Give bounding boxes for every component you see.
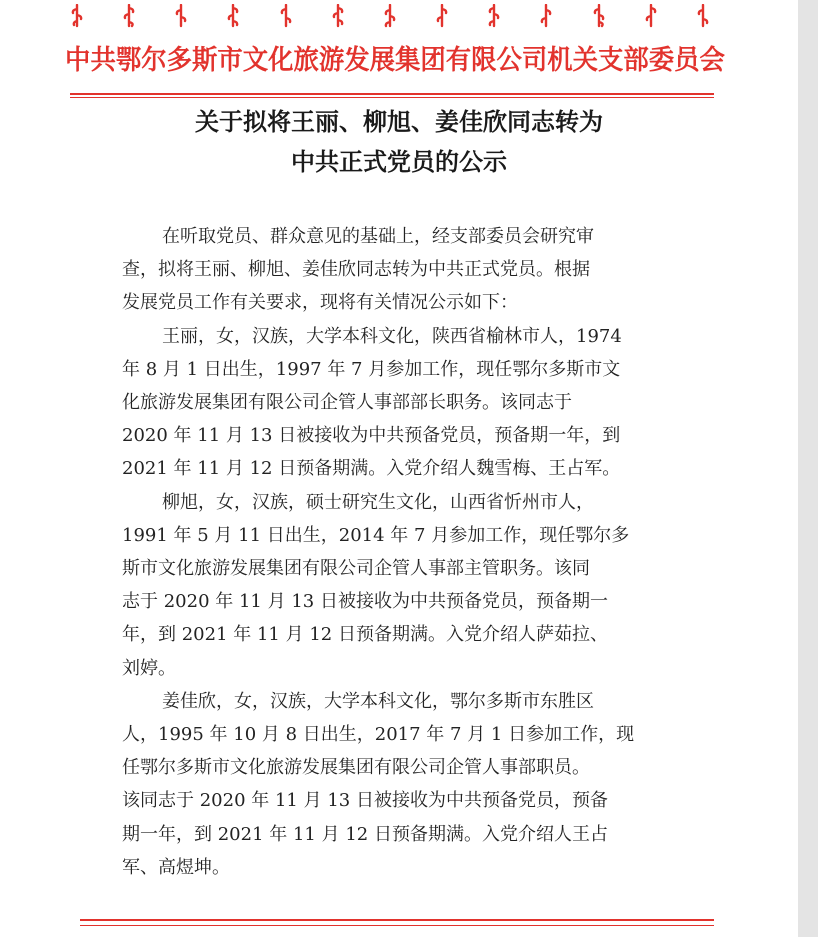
text-line: 年 8 月 1 日出生，1997 年 7 月参加工作，现任鄂尔多斯市文	[122, 358, 621, 380]
footer-divider-thin	[80, 925, 714, 926]
text-line: 任鄂尔多斯市文化旅游发展集团有限公司企管人事部职员。	[122, 757, 590, 779]
mongolian-script-mark	[279, 4, 293, 28]
mongolian-script-mark	[487, 4, 501, 28]
viewer-scrollbar-track[interactable]	[798, 0, 818, 937]
text-line: 刘婷。	[122, 657, 176, 679]
header-divider-thin	[70, 97, 714, 98]
paragraph-liu-xu	[122, 486, 682, 685]
mongolian-script-header	[70, 4, 710, 30]
organization-name: 中共鄂尔多斯市文化旅游发展集团有限公司机关支部委员会	[65, 45, 725, 76]
text-line: 化旅游发展集团有限公司企管人事部部长职务。该同志于	[122, 392, 572, 414]
title-line-1: 关于拟将王丽、柳旭、姜佳欣同志转为	[195, 107, 603, 136]
mongolian-script-mark	[644, 4, 658, 28]
mongolian-script-mark	[592, 4, 606, 28]
paragraph-jiang-jiaxin	[122, 685, 682, 884]
paragraph-intro	[122, 220, 682, 320]
mongolian-script-mark	[226, 4, 240, 28]
text-line: 在听取党员、群众意见的基础上，经支部委员会研究审	[162, 226, 594, 247]
mongolian-script-mark	[174, 4, 188, 28]
text-line: 查，拟将王丽、柳旭、姜佳欣同志转为中共正式党员。根据	[122, 259, 590, 281]
text-line: 2020 年 11 月 13 日被接收为中共预备党员，预备期一年，到	[122, 425, 621, 447]
text-line: 2021 年 11 月 12 日预备期满。入党介绍人魏雪梅、王占军。	[122, 458, 621, 480]
text-line: 军、高煜坤。	[122, 856, 230, 878]
text-line: 发展党员工作有关要求，现将有关情况公示如下：	[122, 292, 518, 314]
notice-title	[0, 102, 798, 182]
text-line: 1991 年 5 月 11 日出生，2014 年 7 月参加工作，现任鄂尔多	[122, 524, 630, 546]
text-line: 人，1995 年 10 月 8 日出生，2017 年 7 月 1 日参加工作，现	[122, 724, 635, 746]
mongolian-script-mark	[122, 4, 136, 28]
mongolian-script-mark	[696, 4, 710, 28]
text-line: 志于 2020 年 11 月 13 日被接收为中共预备党员，预备期一	[122, 591, 608, 613]
text-line: 王丽，女，汉族，大学本科文化，陕西省榆林市人，1974	[162, 325, 622, 347]
mongolian-script-mark	[435, 4, 449, 28]
text-line: 斯市文化旅游发展集团有限公司企管人事部主管职务。该同	[122, 558, 590, 580]
mongolian-script-mark	[383, 4, 397, 28]
footer-divider	[80, 919, 714, 921]
header-divider	[70, 93, 714, 95]
mongolian-script-mark	[70, 4, 84, 28]
paragraph-wang-li	[122, 320, 682, 486]
mongolian-script-mark	[331, 4, 345, 28]
text-line: 柳旭，女，汉族，硕士研究生文化，山西省忻州市人，	[162, 491, 594, 513]
text-line: 期一年，到 2021 年 11 月 12 日预备期满。入党介绍人王占	[122, 823, 608, 845]
title-line-2: 中共正式党员的公示	[291, 147, 507, 176]
text-line: 年，到 2021 年 11 月 12 日预备期满。入党介绍人萨茹拉、	[122, 624, 608, 646]
text-line: 该同志于 2020 年 11 月 13 日被接收为中共预备党员，预备	[122, 790, 608, 812]
text-line: 姜佳欣，女，汉族，大学本科文化，鄂尔多斯市东胜区	[162, 690, 594, 712]
mongolian-script-mark	[539, 4, 553, 28]
notice-body	[122, 220, 682, 884]
